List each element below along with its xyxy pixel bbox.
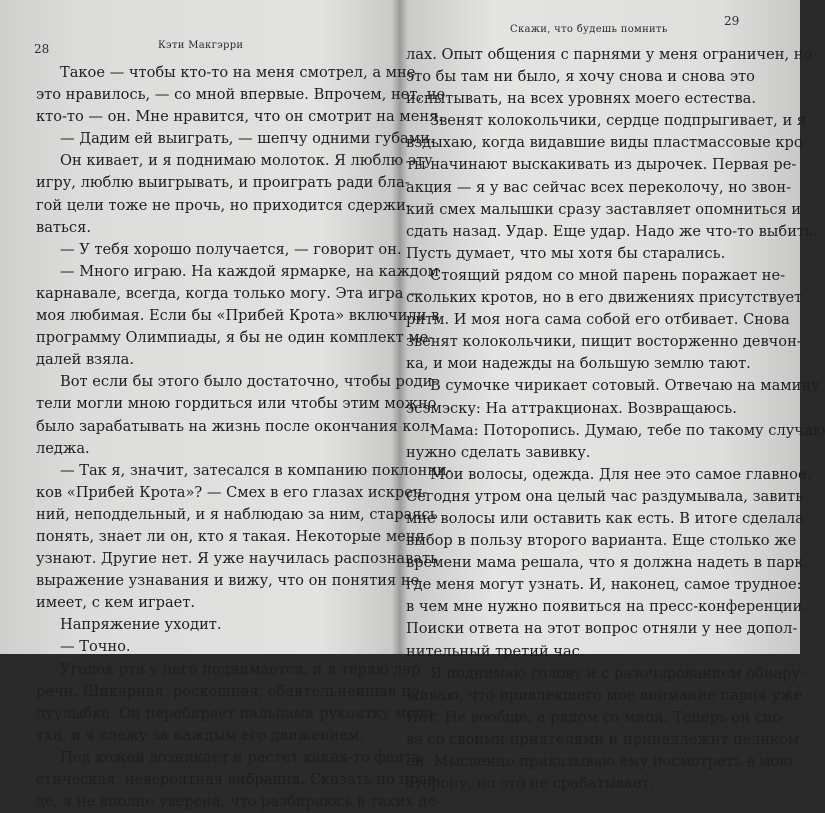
text-line: Стоящий рядом со мной парень поражает не- (430, 266, 786, 284)
text-line: ей. Мысленно приказываю ему посмотреть в мою (406, 753, 793, 770)
text-line: — Точно. (60, 638, 131, 656)
text-line: имеет, с кем играет. (36, 594, 196, 612)
text-line: ков «Прибей Крота»? — Смех в его глазах искрен- (36, 483, 428, 501)
text-line: Я поднимаю голову и с разочарованием обнару- (430, 664, 806, 682)
text-line: стическая, невероятная вибрация. Сказать по прав- (36, 771, 441, 788)
text-line: это нравилось, — со мной впервые. Впрочем, нет, не (36, 86, 446, 104)
text-line: испытывать, на всех уровнях моего естества. (406, 90, 757, 108)
running-header-title: Скажи, что будешь помнить (510, 24, 668, 35)
text-line: — У тебя хорошо получается, — говорит он. (60, 240, 402, 258)
text-line: де, я не вполне уверена, что разбираюсь в таких де- (36, 793, 441, 811)
text-line: кий смех малышки сразу заставляет опомниться и (406, 200, 802, 218)
text-line: это бы там ни было, я хочу снова и снова это (406, 68, 755, 86)
text-line: звенят колокольчики, пищит восторженно девчон- (406, 333, 802, 351)
text-line: моя любимая. Если бы «Прибей Крота» включили в (36, 307, 440, 325)
text-line: было зарабатывать на жизнь после окончания кол- (36, 417, 435, 435)
text-line: ва со своими приятелями и принадлежит целиком (406, 730, 800, 748)
text-line: ний, неподдельный, и я наблюдаю за ним, стараясь (36, 505, 438, 523)
text-line: лах. Опыт общения с парнями у меня ограничен, но (406, 46, 813, 63)
text-line: Пусть думает, что мы хотя бы старались. (406, 244, 726, 262)
text-line: игру, люблю выигрывать, и проиграть ради бла- (36, 174, 410, 192)
text-line: карнавале, всегда, когда только могу. Эта игра — (36, 284, 423, 302)
text-line: тели могли мною гордиться или чтобы этим можно (36, 395, 437, 413)
text-line: вздыхаю, когда видавшие виды пластмассовые кро- (406, 134, 808, 152)
text-line: живаю, что привлекшего мое внимание парня уже (406, 686, 803, 704)
text-line: ка, и мои надежды на большую землю тают. (406, 355, 751, 373)
text-line: нительный третий час. (406, 642, 585, 660)
text-line: времени мама решала, что я должна надеть в парк, (406, 554, 809, 572)
running-header-author: Кэти Макгэрри (158, 40, 244, 51)
text-line: Напряжение уходит. (60, 616, 222, 634)
text-line: Вот если бы этого было достаточно, чтобы роди- (60, 373, 438, 391)
text-line: Под кожей возникает и растет какая-то фанта- (60, 748, 426, 766)
text-line: Уголок рта у него поднимается, и я теряю дар (60, 660, 421, 678)
right-page (398, 0, 825, 793)
text-line: Мои волосы, одежда. Для нее это самое главное. (430, 465, 812, 483)
text-line: гой цели тоже не прочь, но приходится сдержи- (36, 196, 411, 214)
text-line: ритм. И моя нога сама собой его отбивает. Снова (406, 311, 790, 329)
left-page-header (14, 10, 382, 56)
text-line: Мама: Поторопись. Думаю, тебе по такому случаю (430, 421, 825, 439)
text-line: сторону, но это не срабатывает. (406, 775, 655, 793)
text-line: Звенят колокольчики, сердце подпрыгивает, и я (430, 112, 807, 130)
text-line: программу Олимпиады, я бы не один комплект ме- (36, 329, 434, 347)
text-line: речи. Шикарная, роскошная, обаятельнейшая по- (36, 682, 425, 700)
text-line: ваться. (36, 218, 91, 236)
text-line: луулыбка. Он перебирает пальцами рукоятку моло- (36, 704, 438, 722)
left-page (14, 0, 452, 811)
text-line: Нет. Не вообще, а рядом со мной. Теперь он сно- (406, 708, 787, 726)
text-line: В сумочке чирикает сотовый. Отвечаю на мамину (430, 377, 820, 395)
text-line: нужно сделать завивку. (406, 443, 591, 461)
text-line: эсэмэску: На аттракционах. Возвращаюсь. (406, 399, 737, 417)
left-page-text (14, 62, 452, 813)
text-line: Он кивает, и я поднимаю молоток. Я люблю эту (60, 152, 433, 170)
text-line: леджа. (36, 439, 90, 457)
text-line: выбор в пользу второго варианта. Еще столько же (406, 532, 797, 550)
text-line: тка, и я слежу за каждым его движением. (36, 726, 365, 744)
text-line: — Так я, значит, затесался в компанию поклонни- (60, 461, 452, 479)
text-line: узнают. Другие нет. Я уже научилась распознавать (36, 550, 439, 568)
text-line: мне волосы или оставить как есть. В итоге сделала (406, 509, 804, 527)
text-line: скольких кротов, но в его движениях присутствует (406, 289, 803, 307)
right-page-text (398, 44, 825, 795)
text-line: — Много играю. На каждой ярмарке, на каждом (60, 262, 440, 280)
right-page-header (398, 10, 782, 40)
text-line: сдать назад. Удар. Еще удар. Надо же что-то выбить. (406, 222, 818, 240)
text-line: выражение узнавания и вижу, что он понятия не (36, 572, 420, 590)
text-line: далей взяла. (36, 351, 134, 369)
text-line: ты начинают выскакивать из дырочек. Первая ре- (406, 156, 797, 174)
text-line: — Дадим ей выиграть, — шепчу одними губами. (60, 130, 435, 148)
text-line: акция — я у вас сейчас всех переколочу, но звон- (406, 178, 791, 196)
text-line: Такое — чтобы кто-то на меня смотрел, а мне (60, 64, 416, 81)
page-number: 28 (34, 42, 50, 56)
page-number: 29 (724, 14, 740, 28)
text-line: в чем мне нужно появиться на пресс-конференции. (406, 598, 808, 616)
text-line: понять, знает ли он, кто я такая. Некоторые меня (36, 527, 425, 545)
text-line: Сегодня утром она целый час раздумывала, завить (406, 487, 804, 505)
text-line: Поиски ответа на этот вопрос отняли у нее допол- (406, 620, 798, 638)
text-line: кто-то — он. Мне нравится, что он смотрит на меня. (36, 108, 443, 126)
text-line: где меня могут узнать. И, наконец, самое трудное: (406, 576, 802, 594)
